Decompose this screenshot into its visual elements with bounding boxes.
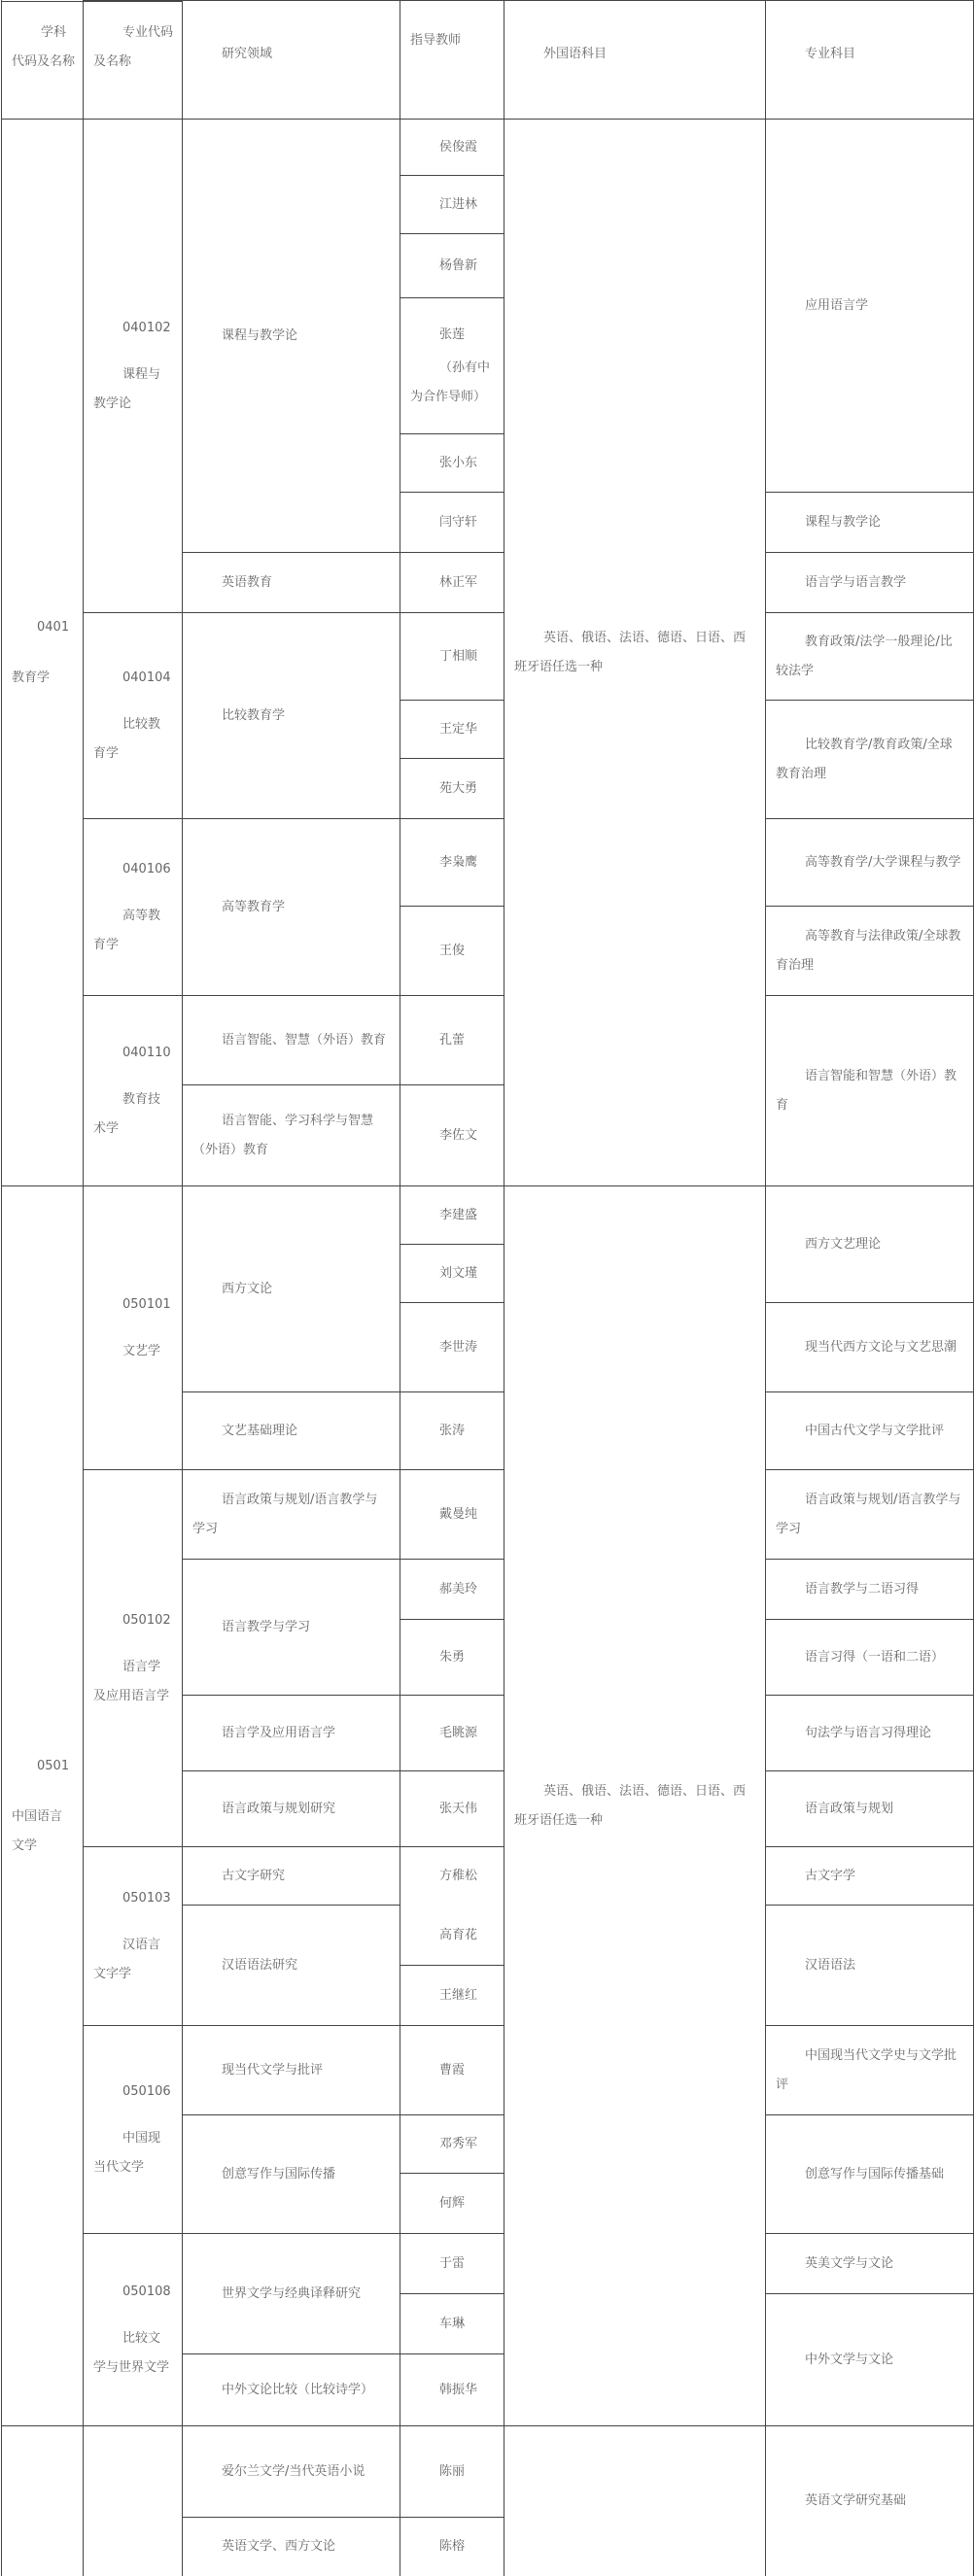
advisor-cell [400, 2174, 504, 2233]
subject-cell: 语言教学与二语习得 [805, 1581, 920, 1597]
discipline-cell-line: 教育学 [12, 670, 51, 685]
research-field-cell: 汉语语法研究 [222, 1957, 298, 1973]
major-name: 文艺学 [122, 1343, 161, 1358]
research-field-cell: 创意写作与国际传播 [222, 2166, 336, 2181]
advisor-name: 苑大勇 [439, 780, 478, 796]
advisor-cell [400, 2026, 504, 2114]
foreign-language-cell: 英语、俄语、法语、德语、日语、西班牙语任选一种 [514, 630, 747, 674]
subject-cell: 比较教育学/教育政策/全球教育治理 [776, 737, 953, 781]
major-code: 050102 [122, 1612, 171, 1628]
research-field-cell: 高等教育学 [222, 899, 286, 914]
advisor-name: 曹霞 [439, 2062, 466, 2078]
major-code: 050106 [122, 2083, 171, 2099]
advisor-name: 王继红 [439, 1987, 478, 2003]
subject-cell: 语言智能和智慧（外语）教育 [776, 1068, 957, 1113]
subject-cell: 古文字学 [805, 1868, 856, 1883]
research-field-cell: 语言学及应用语言学 [222, 1725, 336, 1740]
advisor-cell [400, 759, 504, 818]
advisor-name: 高育花 [439, 1927, 478, 1942]
advisor-cell [400, 234, 504, 297]
advisor-name: 于雷 [439, 2255, 466, 2271]
research-field-cell: 语言智能、智慧（外语）教育 [222, 1032, 387, 1048]
advisor-name: 陈榕 [439, 2539, 466, 2554]
advisor-name: 张小东 [439, 455, 478, 470]
advisor-cell [400, 2234, 504, 2293]
column-header: 学科代码及名称 [12, 25, 76, 69]
major-code: 050101 [122, 1296, 171, 1312]
major-code: 050103 [122, 1890, 171, 1906]
advisor-cell [400, 1620, 504, 1695]
discipline-cell [2, 120, 83, 1185]
advisor-name: 方稚松 [439, 1868, 478, 1883]
advisor-cell [400, 1245, 504, 1302]
major-code: 040104 [122, 670, 171, 685]
advisor-name: 毛眺源 [439, 1725, 478, 1740]
discipline-cell-line: 0501 [37, 1758, 70, 1773]
advisor-name: 刘文瑾 [439, 1265, 478, 1281]
research-field-cell: 比较教育学 [222, 707, 286, 723]
advisor-name: 江进林 [439, 196, 478, 212]
advisor-cell [400, 120, 504, 175]
advisor-name: 杨鲁新 [439, 258, 478, 273]
advisor-cell [400, 701, 504, 758]
advisor-name: 何辉 [439, 2195, 466, 2211]
advisor-cell [400, 1696, 504, 1770]
advisor-name: 张天伟 [439, 1801, 478, 1816]
advisor-name: 张涛 [439, 1423, 466, 1438]
subject-cell: 中国现当代文学史与文学批评 [776, 2047, 957, 2092]
column-header: 指导教师 [410, 33, 462, 48]
advisor-name: 张莲 [439, 326, 466, 342]
advisor-name: 侯俊霞 [439, 139, 478, 155]
advisor-cell [400, 1303, 504, 1391]
major-name: 语言学及应用语言学 [93, 1659, 170, 1703]
major-cell [84, 996, 182, 1185]
subject-cell: 高等教育学/大学课程与教学 [805, 854, 961, 870]
major-name: 课程与教学论 [93, 366, 161, 411]
subject-cell: 应用语言学 [805, 297, 869, 313]
advisor-name: 李佐文 [439, 1127, 478, 1143]
advisor-cell [400, 819, 504, 906]
research-field-cell: 语言政策与规划/语言教学与学习 [192, 1492, 378, 1536]
subject-cell: 语言政策与规划 [805, 1801, 894, 1816]
subject-cell: 语言习得（一语和二语） [805, 1649, 945, 1665]
advisor-name: 邓秀军 [439, 2136, 478, 2151]
advisor-cell [400, 1186, 504, 1244]
major-code: 050108 [122, 2284, 171, 2299]
research-field-cell: 文艺基础理论 [222, 1423, 298, 1438]
subject-cell: 教育政策/法学一般理论/比较法学 [776, 634, 953, 678]
research-field-cell: 世界文学与经典译释研究 [222, 2285, 362, 2301]
research-field-cell: 西方文论 [222, 1281, 273, 1296]
column-header: 研究领域 [222, 47, 273, 61]
column-header: 专业科目 [805, 47, 856, 61]
advisor-cell [400, 1085, 504, 1185]
advisor-name: 李建盛 [439, 1207, 478, 1222]
advisor-cell [400, 613, 504, 700]
advisor-name: 李世涛 [439, 1339, 478, 1355]
advisor-cell [400, 1560, 504, 1619]
advisor-cell [400, 1966, 504, 2025]
advisor-cell [400, 553, 504, 612]
advisor-cell [400, 907, 504, 995]
major-name: 中国现当代文学 [93, 2130, 161, 2175]
subject-cell: 英美文学与文论 [805, 2255, 894, 2271]
subject-cell: 中国古代文学与文学批评 [805, 1423, 945, 1438]
major-cell [84, 2234, 182, 2425]
major-code: 040106 [122, 861, 171, 876]
advisor-name: 陈丽 [439, 2463, 466, 2479]
major-cell [84, 2026, 182, 2233]
major-code: 040110 [122, 1045, 171, 1060]
discipline-cell [2, 1186, 83, 2425]
advisor-name: 闫守轩 [439, 514, 478, 530]
column-header: 外国语科目 [543, 47, 608, 61]
advisor-cell [400, 2518, 504, 2576]
advisor-name: 戴曼纯 [439, 1506, 478, 1522]
advisor-cell [400, 434, 504, 492]
advisor-name: 韩振华 [439, 2382, 478, 2397]
research-field-cell: 英语文学、西方文论 [222, 2539, 336, 2554]
advisor-cell [400, 2115, 504, 2173]
advisor-cell [400, 1847, 504, 1905]
major-name: 教育技术学 [93, 1091, 161, 1136]
discipline-cell-line: 0401 [37, 619, 70, 635]
advisor-name: 丁相顺 [439, 648, 478, 664]
research-field-cell: 古文字研究 [222, 1868, 286, 1883]
advisor-cell [400, 1470, 504, 1559]
subject-cell: 西方文艺理论 [805, 1236, 882, 1252]
discipline-cell-line: 中国语言文学 [12, 1808, 63, 1853]
subject-cell: 语言政策与规划/语言教学与学习 [776, 1492, 961, 1536]
major-cell [84, 819, 182, 995]
major-code: 040102 [122, 320, 171, 335]
advisor-name: 郝美玲 [439, 1581, 478, 1597]
advisor-name: 朱勇 [439, 1649, 466, 1665]
advisor-cell [400, 493, 504, 552]
research-field-cell: 现当代文学与批评 [222, 2062, 324, 2078]
research-field-cell: 语言政策与规划研究 [222, 1801, 336, 1816]
subject-cell: 句法学与语言习得理论 [805, 1725, 932, 1740]
advisor-name: 李枭鹰 [439, 854, 478, 870]
major-cell [84, 1186, 182, 1469]
advisor-name: 王定华 [439, 721, 478, 737]
major-name: 比较教育学 [93, 716, 161, 761]
major-cell [84, 120, 182, 612]
research-field-cell: 爱尔兰文学/当代英语小说 [222, 2463, 365, 2479]
research-field-cell: 语言教学与学习 [222, 1619, 311, 1634]
major-name: 高等教育学 [93, 908, 161, 952]
subject-cell: 汉语语法 [805, 1957, 856, 1973]
advisor-cell [400, 1906, 504, 1965]
research-field-cell: 中外文论比较（比较诗学） [222, 2382, 374, 2397]
major-cell [84, 613, 182, 818]
subject-cell: 创意写作与国际传播基础 [805, 2166, 945, 2181]
research-field-cell: 英语教育 [222, 574, 273, 590]
advisor-cell [400, 1771, 504, 1846]
subject-cell: 课程与教学论 [805, 514, 882, 530]
advisor-name: 王俊 [439, 943, 466, 958]
foreign-language-cell: 英语、俄语、法语、德语、日语、西班牙语任选一种 [514, 1783, 747, 1828]
advisor-name: 车琳 [439, 2316, 466, 2331]
advisor-cell [400, 1392, 504, 1469]
advisor-name: 孔蕾 [439, 1032, 466, 1048]
advisor-cell [400, 996, 504, 1084]
advisor-name: 林正军 [439, 574, 478, 590]
co-advisor-note: （孙有中为合作导师） [410, 360, 491, 404]
advisor-cell [400, 298, 504, 433]
subject-cell: 现当代西方文论与文艺思潮 [805, 1339, 957, 1355]
major-cell [84, 1847, 182, 2025]
advisor-cell [400, 2294, 504, 2353]
advisor-cell [400, 2426, 504, 2517]
subject-cell: 高等教育与法律政策/全球教育治理 [776, 928, 961, 973]
major-cell [84, 1470, 182, 1846]
subject-cell: 中外文学与文论 [805, 2352, 894, 2367]
subject-cell: 语言学与语言教学 [805, 574, 907, 590]
subject-cell: 英语文学研究基础 [805, 2493, 907, 2508]
major-name: 比较文学与世界文学 [93, 2330, 170, 2375]
advisor-cell [400, 176, 504, 233]
column-header: 专业代码及名称 [93, 25, 174, 69]
major-name: 汉语言文字学 [93, 1937, 161, 1981]
research-field-cell: 课程与教学论 [222, 327, 298, 343]
research-field-cell: 语言智能、学习科学与智慧（外语）教育 [192, 1113, 374, 1157]
advisor-cell [400, 2354, 504, 2425]
